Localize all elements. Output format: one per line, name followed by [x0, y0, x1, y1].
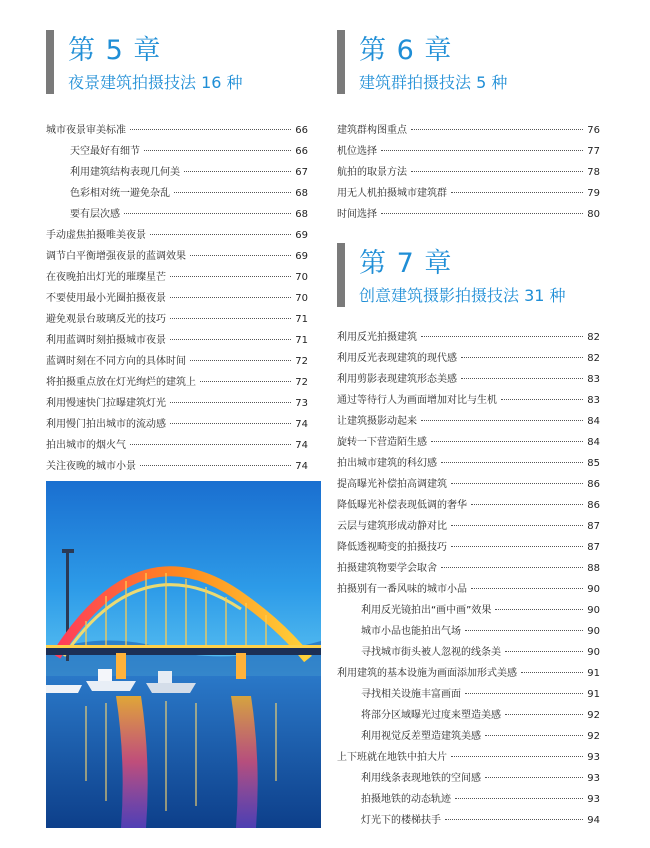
toc-entry[interactable]: 上下班就在地铁中拍大片 93: [337, 752, 600, 763]
toc-entry[interactable]: 在夜晚拍出灯光的璀璨星芒 70: [46, 272, 308, 283]
toc-entry[interactable]: 拍出城市建筑的科幻感 85: [337, 458, 600, 469]
toc-subentry[interactable]: 利用线条表现地铁的空间感 93: [361, 773, 600, 784]
chapter-5-title: 第 5 章: [68, 35, 162, 66]
chapter-5-subtitle: 夜景建筑拍摄技法 16 种: [68, 73, 243, 92]
toc-entry[interactable]: 利用反光拍摄建筑 82: [337, 332, 600, 343]
chapter-6-title: 第 6 章: [359, 35, 453, 66]
toc-entry[interactable]: 航拍的取景方法 78: [337, 167, 600, 178]
toc-subentry[interactable]: 拍摄地铁的动态轨迹 93: [361, 794, 600, 805]
toc-subentry[interactable]: 将部分区域曝光过度来塑造美感 92: [361, 710, 600, 721]
chapter-7-toc: [337, 327, 600, 831]
chapter-5-header: [46, 30, 308, 94]
toc-entry[interactable]: 利用慢速快门拉曝建筑灯光 73: [46, 398, 308, 409]
chapter-7-header: [337, 243, 600, 307]
toc-entry[interactable]: 旋转一下营造陌生感 84: [337, 437, 600, 448]
toc-entry[interactable]: 关注夜晚的城市小景 74: [46, 461, 308, 472]
toc-entry[interactable]: 降低透视畸变的拍摄技巧 87: [337, 542, 600, 553]
toc-subentry[interactable]: 利用视觉反差塑造建筑美感 92: [361, 731, 600, 742]
chapter-6-header: [337, 30, 600, 94]
toc-entry[interactable]: 利用建筑的基本设施为画面添加形式美感 91: [337, 668, 600, 679]
chapter-bar: [46, 30, 54, 94]
chapter-bar: [337, 30, 345, 94]
toc-entry[interactable]: 不要使用最小光圈拍摄夜景 70: [46, 293, 308, 304]
toc-entry[interactable]: 利用慢门拍出城市的流动感 74: [46, 419, 308, 430]
toc-entry[interactable]: 手动虚焦拍摄唯美夜景 69: [46, 230, 308, 241]
toc-subentry[interactable]: 灯光下的楼梯扶手 94: [361, 815, 600, 826]
night-bridge-photo: [46, 481, 321, 828]
toc-entry[interactable]: 城市夜景审美标准 66: [46, 125, 308, 136]
chapter-6-toc: [337, 120, 600, 225]
toc-entry[interactable]: 让建筑摄影动起来 84: [337, 416, 600, 427]
toc-entry[interactable]: 机位选择 77: [337, 146, 600, 157]
chapter-7-title: 第 7 章: [359, 248, 453, 279]
toc-entry[interactable]: 将拍摄重点放在灯光绚烂的建筑上 72: [46, 377, 308, 388]
toc-subentry[interactable]: 利用建筑结构表现几何美 67: [70, 167, 308, 178]
chapter-6-subtitle: 建筑群拍摄技法 5 种: [359, 73, 508, 92]
toc-entry[interactable]: 建筑群构图重点 76: [337, 125, 600, 136]
toc-entry[interactable]: 利用蓝调时刻拍摄城市夜景 71: [46, 335, 308, 346]
toc-entry[interactable]: 拍摄建筑物要学会取舍 88: [337, 563, 600, 574]
toc-entry[interactable]: 时间选择 80: [337, 209, 600, 220]
chapter-7-subtitle: 创意建筑摄影拍摄技法 31 种: [359, 286, 566, 305]
toc-subentry[interactable]: 色彩相对统一避免杂乱 68: [70, 188, 308, 199]
toc-subentry[interactable]: 天空最好有细节 66: [70, 146, 308, 157]
toc-entry[interactable]: 避免观景台玻璃反光的技巧 71: [46, 314, 308, 325]
chapter-bar: [337, 243, 345, 307]
chapter-5-toc: [46, 120, 308, 477]
toc-subentry[interactable]: 利用反光镜拍出“画中画”效果 90: [361, 605, 600, 616]
toc-entry[interactable]: 拍出城市的烟火气 74: [46, 440, 308, 451]
toc-entry[interactable]: 降低曝光补偿表现低调的奢华 86: [337, 500, 600, 511]
toc-subentry[interactable]: 寻找城市街头被人忽视的线条美 90: [361, 647, 600, 658]
toc-subentry[interactable]: 要有层次感 68: [70, 209, 308, 220]
toc-entry[interactable]: 利用剪影表现建筑形态美感 83: [337, 374, 600, 385]
toc-subentry[interactable]: 寻找相关设施丰富画面 91: [361, 689, 600, 700]
toc-entry[interactable]: 用无人机拍摄城市建筑群 79: [337, 188, 600, 199]
toc-entry[interactable]: 拍摄别有一番风味的城市小品 90: [337, 584, 600, 595]
toc-entry[interactable]: 云层与建筑形成动静对比 87: [337, 521, 600, 532]
toc-entry[interactable]: 调节白平衡增强夜景的蓝调效果 69: [46, 251, 308, 262]
toc-entry[interactable]: 蓝调时刻在不同方向的具体时间 72: [46, 356, 308, 367]
toc-subentry[interactable]: 城市小品也能拍出气场 90: [361, 626, 600, 637]
toc-entry[interactable]: 提高曝光补偿拍高调建筑 86: [337, 479, 600, 490]
toc-entry[interactable]: 通过等待行人为画面增加对比与生机 83: [337, 395, 600, 406]
toc-entry[interactable]: 利用反光表现建筑的现代感 82: [337, 353, 600, 364]
